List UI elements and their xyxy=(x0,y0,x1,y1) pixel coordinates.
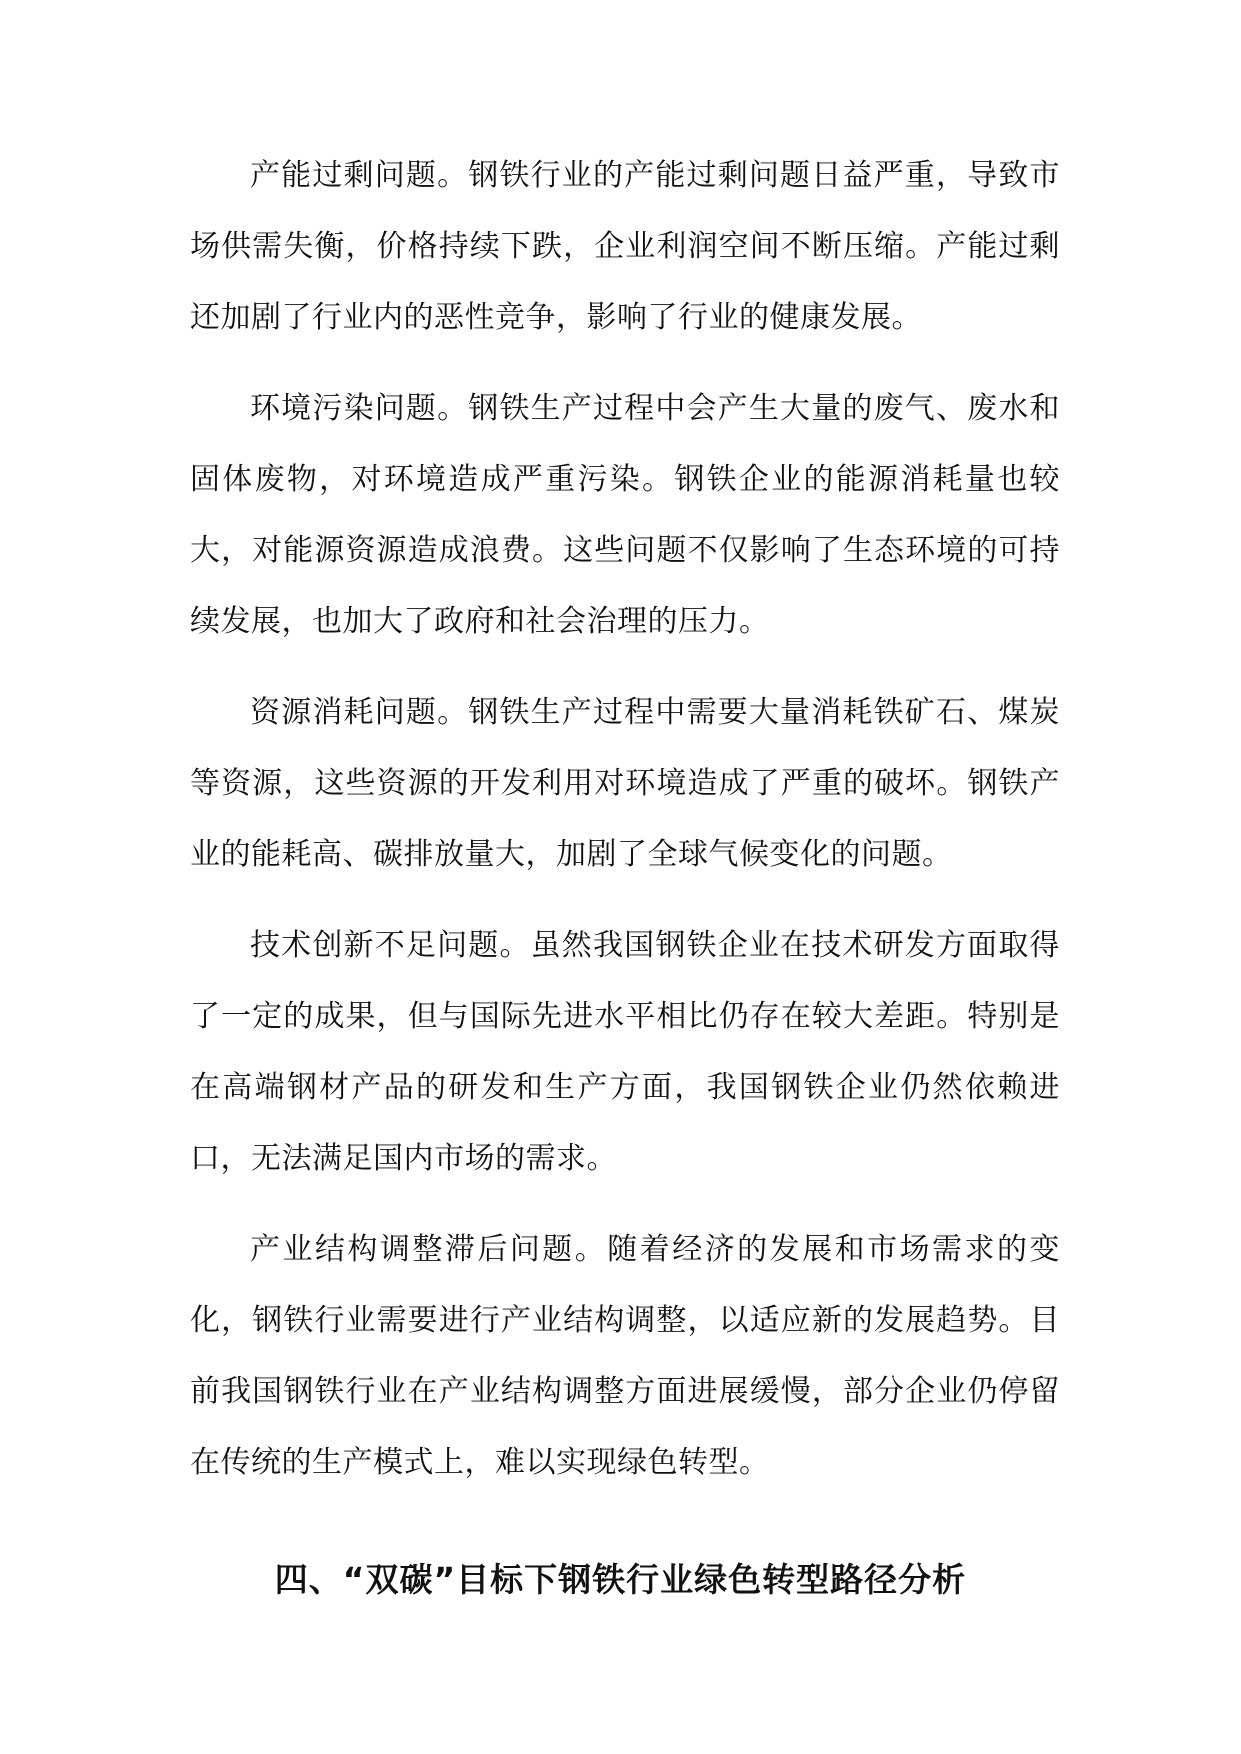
paragraph-environmental-pollution: 环境污染问题。钢铁生产过程中会产生大量的废气、废水和固体废物，对环境造成严重污染。钢铁企业的能源消耗量也较大，对能源资源造成浪费。这些问题不仅影响了生态环境的可持续发展，也加大了政府和社会治理的压力。 xyxy=(190,391,1060,639)
paragraph-resource-consumption: 资源消耗问题。钢铁生产过程中需要大量消耗铁矿石、煤炭等资源，这些资源的开发利用对环境造成了严重的破坏。钢铁产业的能耗高、碳排放量大，加剧了全球气候变化的问题。 xyxy=(190,695,1060,872)
body-text xyxy=(190,140,1060,1518)
section-heading: 四、“双碳”目标下钢铁行业绿色转型路径分析 xyxy=(274,1560,967,1599)
paragraph-technology-innovation: 技术创新不足问题。虽然我国钢铁企业在技术研发方面取得了一定的成果，但与国际先进水平相比仍存在较大差距。特别是在高端钢材产品的研发和生产方面，我国钢铁企业仍然依赖进口，无法满足国内市场的需求。 xyxy=(190,928,1060,1176)
paragraph-industrial-structure: 产业结构调整滞后问题。随着经济的发展和市场需求的变化，钢铁行业需要进行产业结构调整，以适应新的发展趋势。目前我国钢铁行业在产业结构调整方面进展缓慢，部分企业仍停留在传统的生产模式上，难以实现绿色转型。 xyxy=(190,1232,1060,1480)
paragraph-overcapacity: 产能过剩问题。钢铁行业的产能过剩问题日益严重，导致市场供需失衡，价格持续下跌，企业利润空间不断压缩。产能过剩还加剧了行业内的恶性竞争，影响了行业的健康发展。 xyxy=(190,158,1060,335)
